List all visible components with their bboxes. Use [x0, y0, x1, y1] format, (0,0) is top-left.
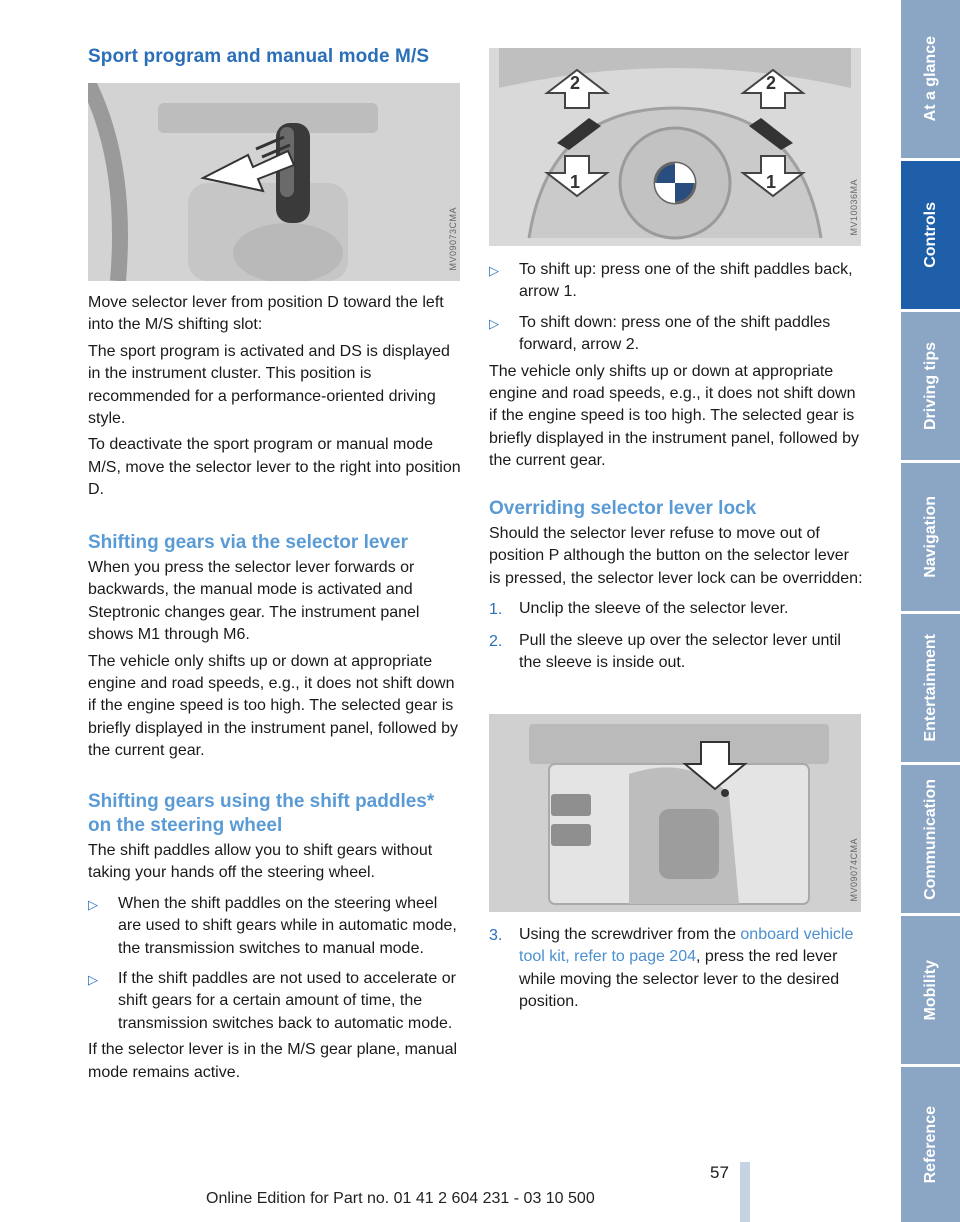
bullet-item: [88, 968, 462, 1035]
tab-label: Reference: [921, 1105, 939, 1184]
tab-label: Navigation: [921, 496, 939, 578]
tab-driving-tips[interactable]: [901, 312, 960, 460]
figure-selector-sleeve: [489, 714, 861, 912]
figure-code: MV09073CMA: [448, 207, 458, 271]
bullet-item: [489, 259, 863, 304]
bullet-item: [489, 312, 863, 357]
tab-label: Controls: [921, 202, 939, 268]
tab-at-a-glance[interactable]: [901, 0, 960, 158]
arrow-label: 1: [766, 172, 777, 192]
step-number: 1.: [489, 601, 503, 619]
paragraph: To deactivate the sport program or manual mode M/S, move the selector lever to the right into position D.: [88, 436, 461, 499]
selector-lever-illustration: [88, 83, 460, 281]
bullet-marker: ▷: [489, 315, 499, 331]
figure-selector-lever: [88, 83, 460, 281]
tab-label: Entertainment: [921, 634, 939, 742]
bullet-text: To shift up: press one of the shift paddles back, arrow 1.: [519, 261, 853, 301]
paragraph: When you press the selector lever forwards or backwards, the manual mode is activated and Steptronic changes gear. The instrument panel shows M1 through M6.: [88, 559, 420, 644]
arrow-label: 2: [766, 73, 777, 93]
bullet-marker: ▷: [489, 263, 499, 278]
step-text: Pull the sleeve up over the selector lever until the sleeve is inside out.: [519, 631, 841, 672]
tab-mobility[interactable]: [901, 916, 960, 1064]
paragraph: Move selector lever from position D toward the left into the M/S shifting slot:: [88, 294, 444, 334]
tab-label: Driving tips: [921, 341, 939, 430]
tab-reference[interactable]: [901, 1067, 960, 1222]
tab-label: At a glance: [921, 36, 939, 122]
footer-text: Online Edition for Part no. 01 41 2 604 231 - 03 10 500: [206, 1190, 595, 1207]
figure-steering-wheel: [489, 48, 861, 246]
bullet-text: If the shift paddles are not used to accelerate or shift gears for a certain amount of time, the transmission switches back to automatic mode.: [118, 970, 456, 1032]
paragraph: The vehicle only shifts up or down at appropriate engine and road speeds, e.g., it does not shift down if the engine speed is too high. The selected gear is briefly displayed in the instrument panel, followed by the current gear.: [88, 652, 458, 760]
tab-label: Mobility: [921, 959, 939, 1021]
bullet-text: To shift down: press one of the shift paddles forward, arrow 2.: [519, 313, 831, 354]
paragraph: The shift paddles allow you to shift gears without taking your hands off the steering wheel.: [88, 842, 433, 882]
step-text: Unclip the sleeve of the selector lever.: [519, 600, 789, 618]
selector-sleeve-illustration: [489, 714, 861, 912]
page-number: 57: [710, 1163, 729, 1182]
steering-wheel-illustration: [489, 48, 861, 246]
paragraph: The vehicle only shifts up or down at appropriate engine and road speeds, e.g., it does not shift down if the engine speed is too high. The selected gear is briefly displayed in the instrument panel, followed by the current gear.: [489, 362, 859, 470]
step-item: [489, 630, 863, 675]
page-link[interactable]: onboard vehicle tool kit, refer to page 204: [519, 926, 854, 966]
tab-navigation[interactable]: [901, 463, 960, 611]
bullet-item: [88, 893, 462, 960]
arrow-label: 1: [570, 172, 581, 192]
tab-entertainment[interactable]: [901, 614, 960, 762]
step-text: Using the screwdriver from the onboard vehicle tool kit, refer to page 204, press the red lever while moving the selector lever to the desired position.: [519, 926, 854, 1011]
figure-code: MV10036MA: [849, 179, 859, 236]
section-heading: Shifting gears via the selector lever: [88, 532, 408, 553]
bullet-marker: ▷: [88, 972, 98, 988]
tab-controls[interactable]: [901, 161, 960, 309]
tab-communication[interactable]: [901, 765, 960, 913]
section-heading: Shifting gears using the shift paddles* on the steering wheel: [88, 791, 435, 836]
page-marker-bar: [740, 1162, 750, 1222]
figure-code: MV09074CMA: [849, 838, 859, 902]
paragraph: If the selector lever is in the M/S gear plane, manual mode remains active.: [88, 1041, 458, 1081]
step-number: 2.: [489, 632, 503, 650]
bullet-marker: ▷: [88, 896, 98, 912]
section-heading: Overriding selector lever lock: [489, 498, 757, 519]
step-item: [489, 924, 863, 1014]
step-item: [489, 598, 863, 621]
chapter-sidebar: [900, 0, 960, 1222]
bullet-text: When the shift paddles on the steering wheel are used to shift gears while in automatic mode, the transmission switches to manual mode.: [118, 894, 457, 957]
step-number: 3.: [489, 927, 503, 944]
arrow-label: 2: [570, 73, 581, 93]
page-title: Sport program and manual mode M/S: [88, 46, 430, 67]
paragraph: The sport program is activated and DS is displayed in the instrument cluster. This position is recommended for a performance-oriented driving style.: [88, 342, 450, 428]
paragraph: Should the selector lever refuse to move out of position P although the button on the selector lever is pressed, the selector lever lock can be overridden:: [489, 525, 863, 587]
tab-label: Communication: [921, 778, 939, 900]
